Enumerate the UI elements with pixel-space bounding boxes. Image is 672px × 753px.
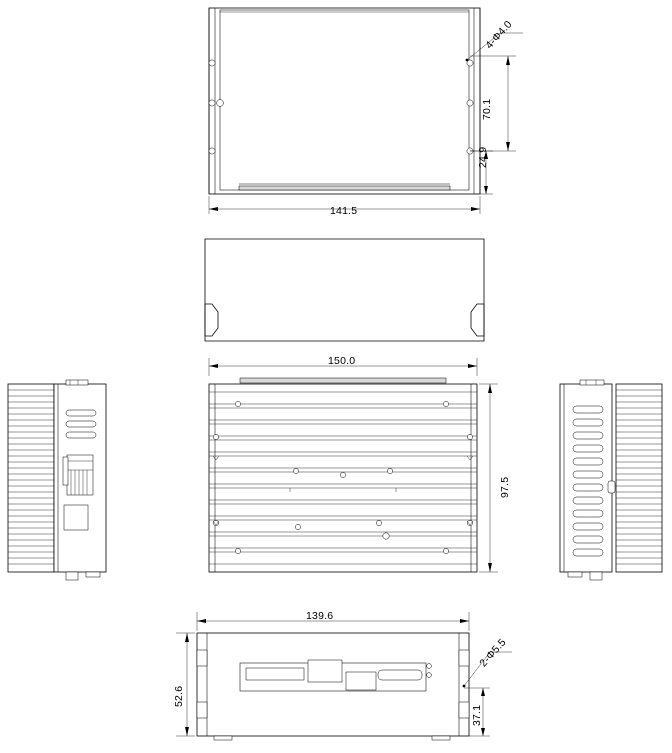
dim-top-hole-callout: 4-Φ4.0 [483, 18, 515, 52]
right-side-view-geometry [560, 380, 662, 580]
front-view-geometry [197, 633, 469, 740]
dim-front-height: 52.6 [173, 685, 185, 707]
bottom-view-geometry [209, 378, 477, 572]
dim-front-hole-callout: 2-Φ5.5 [477, 636, 509, 670]
dim-top-hole-edge-offset: 24.9 [477, 146, 489, 168]
dim-bottom-width: 150.0 [328, 355, 356, 367]
dim-bottom-height: 97.5 [499, 476, 511, 498]
dim-top-width: 141.5 [330, 205, 358, 217]
top-view-geometry [209, 8, 480, 194]
dim-front-width: 139.6 [306, 610, 334, 622]
dim-front-mount-offset: 37.1 [471, 704, 483, 726]
left-side-view-geometry [8, 380, 106, 580]
rear-panel-view-geometry [205, 239, 484, 341]
dim-top-hole-pitch: 70.1 [481, 98, 493, 120]
